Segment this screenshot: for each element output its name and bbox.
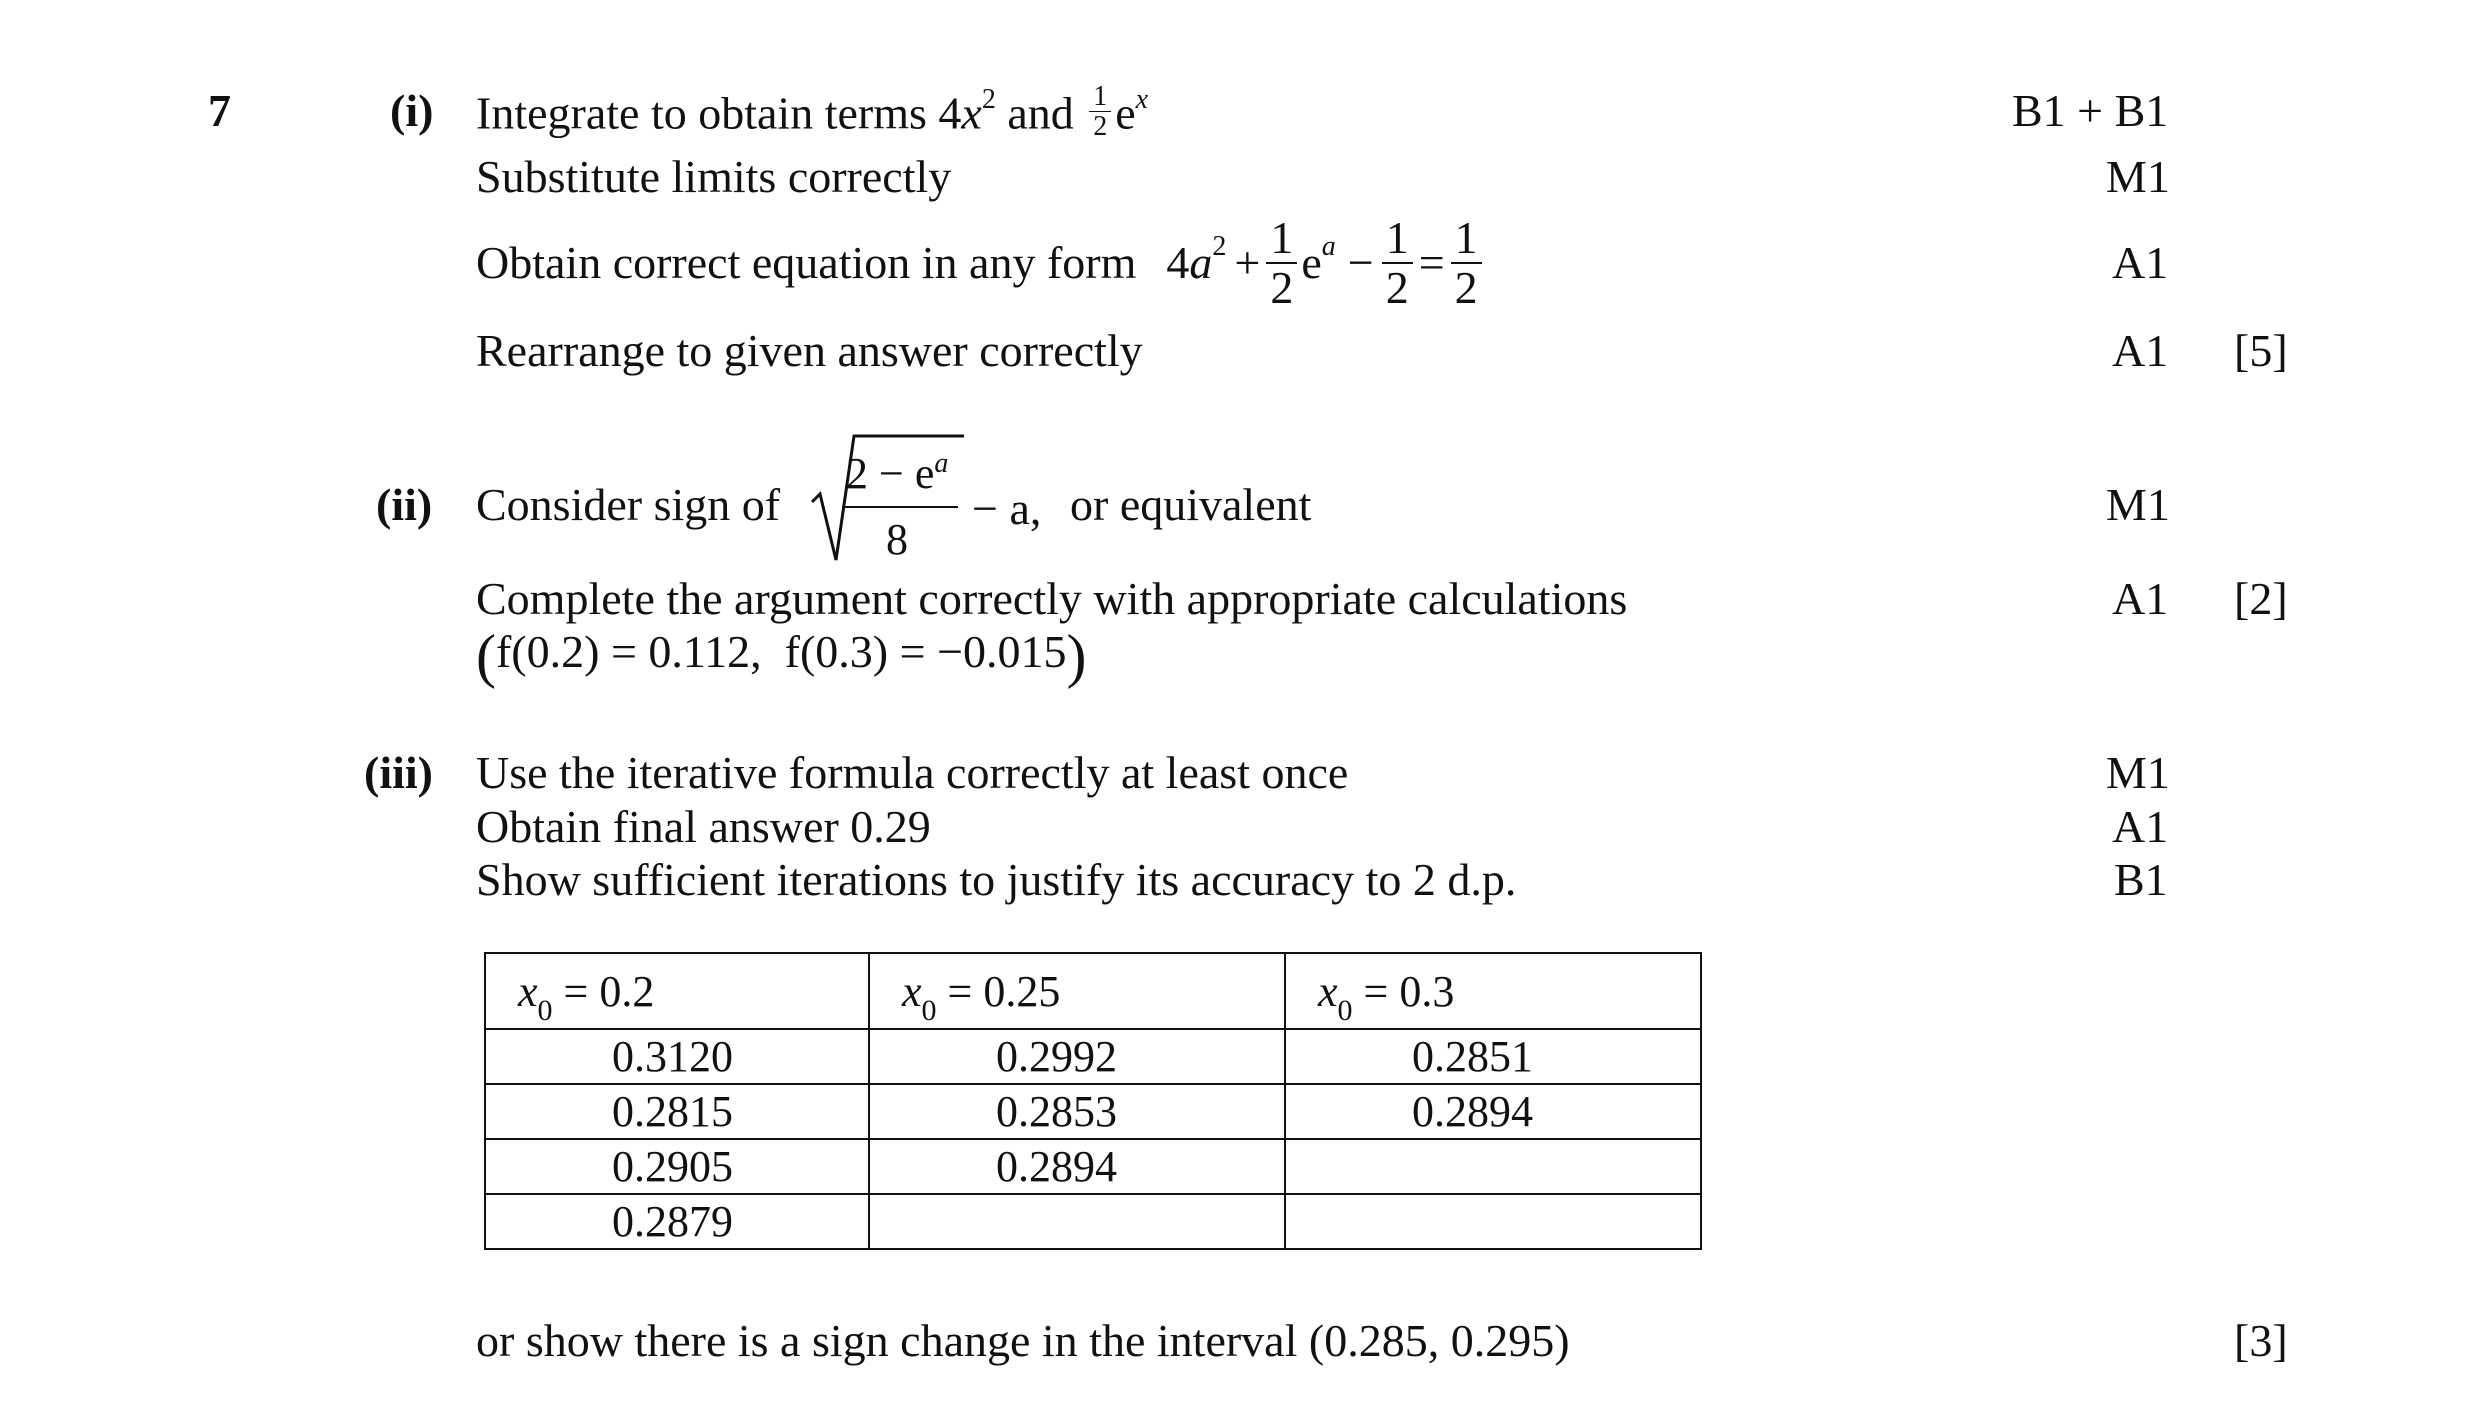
part-i-line-1 xyxy=(476,81,1149,148)
part-iii-alternative: or show there is a sign change in the interval (0.285, 0.295) xyxy=(476,1315,1570,1366)
eq-fraction-1-num: 1 xyxy=(1266,214,1297,264)
part-i-line-3-e: e xyxy=(1301,237,1322,288)
table-cell: 0.2853 xyxy=(869,1084,1285,1139)
part-ii-line-1-text: Consider sign of xyxy=(476,479,781,530)
part-i-line-3-exp: 2 xyxy=(1212,231,1227,262)
eq-fraction-2 xyxy=(1382,211,1413,313)
table-row xyxy=(485,1139,1701,1194)
after-radical: − a, xyxy=(972,483,1042,534)
part-i-line-3-eq: = xyxy=(1418,237,1445,288)
radicand-denominator: 8 xyxy=(886,515,908,564)
table-cell: 0.3120 xyxy=(485,1029,869,1084)
eq-fraction-1-den: 2 xyxy=(1270,262,1294,313)
part-i-line-3-minus: − xyxy=(1347,237,1374,288)
part-i-line-3-coef: 4 xyxy=(1166,237,1190,288)
eq-fraction-3-num: 1 xyxy=(1451,214,1482,264)
table-cell: 0.2815 xyxy=(485,1084,869,1139)
open-paren: ( xyxy=(476,623,496,689)
part-i-line-4: Rearrange to given answer correctly xyxy=(476,325,1143,376)
radicand-numerator-exp: a xyxy=(934,448,949,479)
eq-fraction-3-den: 2 xyxy=(1454,262,1478,313)
table-row xyxy=(485,1029,1701,1084)
eq-fraction-2-den: 2 xyxy=(1385,262,1409,313)
part-ii-line-2: Complete the argument correctly with appropriate calculations xyxy=(476,573,1628,624)
part-iii-total: [3] xyxy=(2234,1315,2288,1366)
table-header-row xyxy=(485,953,1701,1029)
radicand-fraction-bar xyxy=(842,506,958,508)
part-ii-label: (ii) xyxy=(376,479,433,530)
eq-fraction-1 xyxy=(1266,211,1297,313)
part-iii-mark-1: M1 xyxy=(2106,747,2170,798)
radicand-numerator-text: 2 − e xyxy=(846,449,935,498)
table-row xyxy=(485,1084,1701,1139)
part-i-line-3 xyxy=(476,208,1486,318)
part-iii-line-1: Use the iterative formula correctly at least once xyxy=(476,747,1349,798)
part-i-line-3-text: Obtain correct equation in any form xyxy=(476,237,1137,288)
table-cell: 0.2905 xyxy=(485,1139,869,1194)
table-header-cell: $x_0 = 0.2$ xyxy=(485,953,869,1029)
part-ii-mark-1: M1 xyxy=(2106,479,2170,530)
table-header-cell: $x_0 = 0.25$ xyxy=(869,953,1285,1029)
table-cell: 0.2851 xyxy=(1285,1029,1701,1084)
iteration-table xyxy=(484,952,1702,1250)
eq-fraction-3 xyxy=(1451,211,1482,313)
table-header-cell: $x_0 = 0.3$ xyxy=(1285,953,1701,1029)
part-i-line-3-e-exp: a xyxy=(1321,231,1336,262)
half-fraction-num: 1 xyxy=(1089,82,1111,112)
part-ii-line-3-inner: f(0.2) = 0.112, f(0.3) = −0.015 xyxy=(495,626,1067,677)
table-cell: 0.2894 xyxy=(1285,1084,1701,1139)
part-i-label: (i) xyxy=(390,85,434,136)
table-cell: 0.2992 xyxy=(869,1029,1285,1084)
part-ii-mark-2: A1 xyxy=(2112,573,2169,624)
part-iii-mark-3: B1 xyxy=(2114,854,2168,905)
part-iii-label: (iii) xyxy=(364,747,433,798)
part-i-line-1-e: e xyxy=(1115,87,1136,139)
part-i-mark-4: A1 xyxy=(2112,325,2169,376)
part-iii-mark-2: A1 xyxy=(2112,801,2169,852)
part-i-line-3-var: a xyxy=(1189,237,1213,288)
radicand-numerator xyxy=(846,448,949,498)
table-row xyxy=(485,1194,1701,1249)
part-i-line-2: Substitute limits correctly xyxy=(476,151,952,202)
part-ii-total: [2] xyxy=(2234,573,2288,624)
part-i-total: [5] xyxy=(2234,325,2288,376)
table-cell: 0.2879 xyxy=(485,1194,869,1249)
table-cell: 0.2894 xyxy=(869,1139,1285,1194)
eq-fraction-2-num: 1 xyxy=(1382,214,1413,264)
table-cell xyxy=(869,1194,1285,1249)
table-cell xyxy=(1285,1194,1701,1249)
part-ii-line-1-tail: or equivalent xyxy=(1070,479,1312,530)
table-cell xyxy=(1285,1139,1701,1194)
part-i-line-1-prefix: Integrate to obtain terms 4 xyxy=(476,87,962,139)
part-iii-line-2: Obtain final answer 0.29 xyxy=(476,801,931,852)
part-i-line-3-plus: + xyxy=(1234,237,1261,288)
part-iii-line-3: Show sufficient iterations to justify its accuracy to 2 d.p. xyxy=(476,854,1517,905)
close-paren: ) xyxy=(1066,623,1087,689)
part-i-line-1-exp: 2 xyxy=(981,84,996,116)
part-i-mark-2: M1 xyxy=(2106,151,2170,202)
half-fraction-den: 2 xyxy=(1093,111,1108,143)
part-i-mark-3: A1 xyxy=(2112,237,2169,288)
question-number: 7 xyxy=(208,85,231,136)
part-i-line-1-and: and xyxy=(995,87,1086,139)
part-i-mark-1: B1 + B1 xyxy=(2012,85,2169,136)
part-i-line-1-e-exp: x xyxy=(1135,84,1149,116)
half-fraction xyxy=(1089,82,1111,142)
part-i-line-1-var: x xyxy=(961,87,982,139)
part-ii-line-3 xyxy=(476,622,1087,689)
